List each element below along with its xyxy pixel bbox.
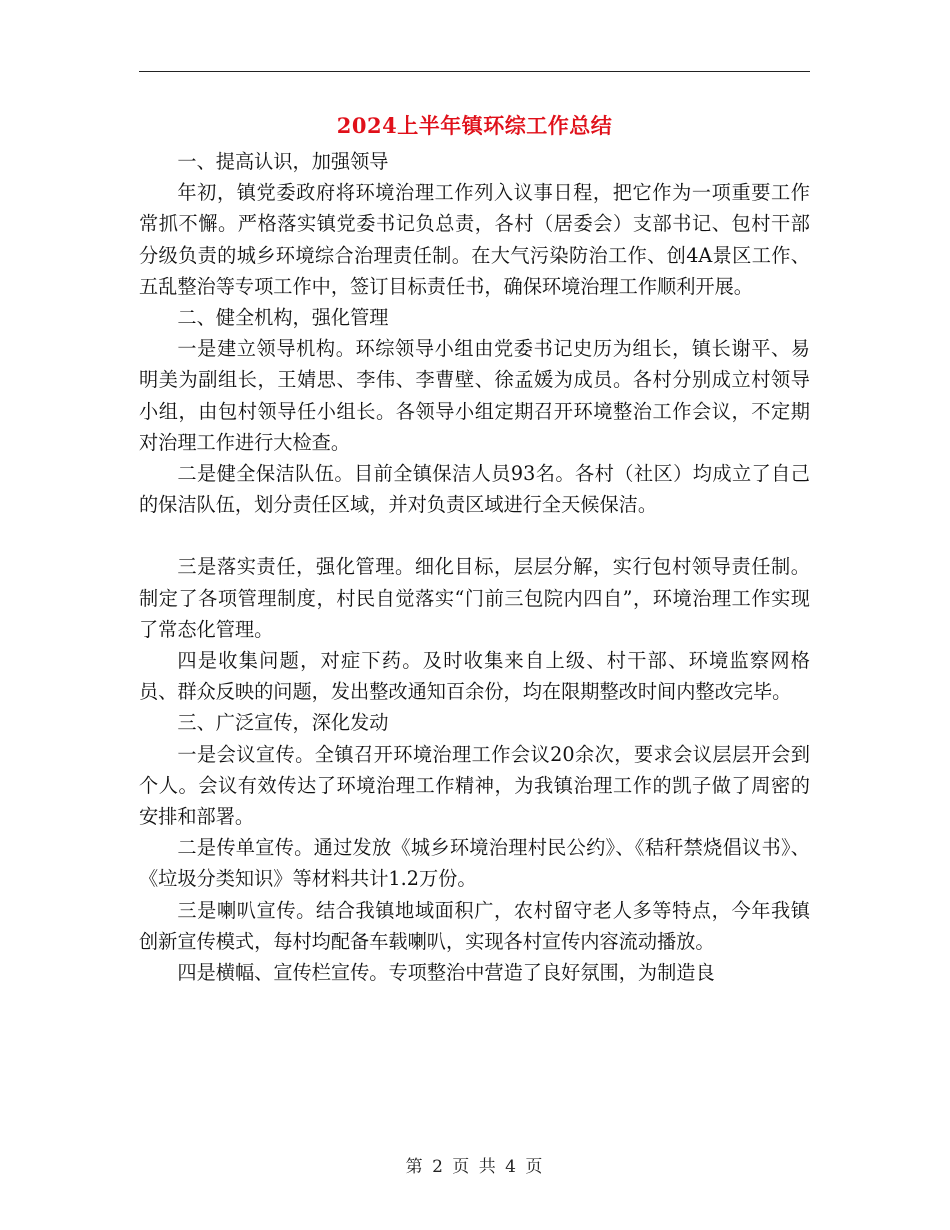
section-heading: 一、提高认识，加强领导 (177, 150, 389, 173)
body-paragraph: 四是收集问题，对症下药。及时收集来自上级、村干部、环境监察网格员、群众反映的问题，发出整改通知百余份，均在限期整改时间内整改完毕。 (139, 649, 810, 704)
page-number: 第 2 页 共 4 页 (405, 1157, 545, 1177)
section-heading: 三、广泛宣传，深化发动 (177, 711, 389, 735)
body-paragraph: 三是喇叭宣传。结合我镇地域面积广，农村留守老人多等特点，今年我镇创新宣传模式，每村均配备车载喇叭，实现各村宣传内容流动播放。 (139, 898, 810, 953)
document-title: 2024上半年镇环综工作总结 (336, 113, 613, 138)
body-paragraph: 二是传单宣传。通过发放《城乡环境治理村民公约》、《秸秆禁烧倡议书》、《垃圾分类知识》等材料共计1.2万份。 (139, 836, 810, 891)
body-paragraph: 年初，镇党委政府将环境治理工作列入议事日程，把它作为一项重要工作常抓不懈。严格落实镇党委书记负总责，各村（居委会）支部书记、包村干部分级负责的城乡环境综合治理责任制。在大气污染防治工作、创4A景区工作、五乱整治等专项工作中，签订目标责任书，确保环境治理工作顺利开展。 (139, 181, 810, 298)
body-paragraph: 一是会议宣传。全镇召开环境治理工作会议20余次，要求会议层层开会到个人。会议有效传达了环境治理工作精神，为我镇治理工作的凯子做了周密的安排和部署。 (139, 742, 810, 829)
header-rule (139, 71, 810, 72)
body-paragraph: 三是落实责任，强化管理。细化目标，层层分解，实行包村领导责任制。制定了各项管理制度，村民自觉落实“门前三包院内四自”，环境治理工作实现了常态化管理。 (139, 555, 810, 641)
document-body (139, 146, 810, 988)
body-paragraph: 二是健全保洁队伍。目前全镇保洁人员93名。各村（社区）均成立了自己的保洁队伍，划分责任区域，并对负责区域进行全天候保洁。 (139, 462, 810, 517)
section-heading: 二、健全机构，强化管理 (177, 306, 389, 330)
body-paragraph: 四是横幅、宣传栏宣传。专项整治中营造了良好氛围，为制造良 (177, 961, 715, 985)
body-paragraph: 一是建立领导机构。环综领导小组由党委书记史历为组长，镇长谢平、易明美为副组长，王婧思、李伟、李曹壁、徐孟媛为成员。各村分别成立村领导小组，由包村领导任小组长。各领导小组定期召开环境整治工作会议，不定期对治理工作进行大检查。 (139, 337, 810, 454)
